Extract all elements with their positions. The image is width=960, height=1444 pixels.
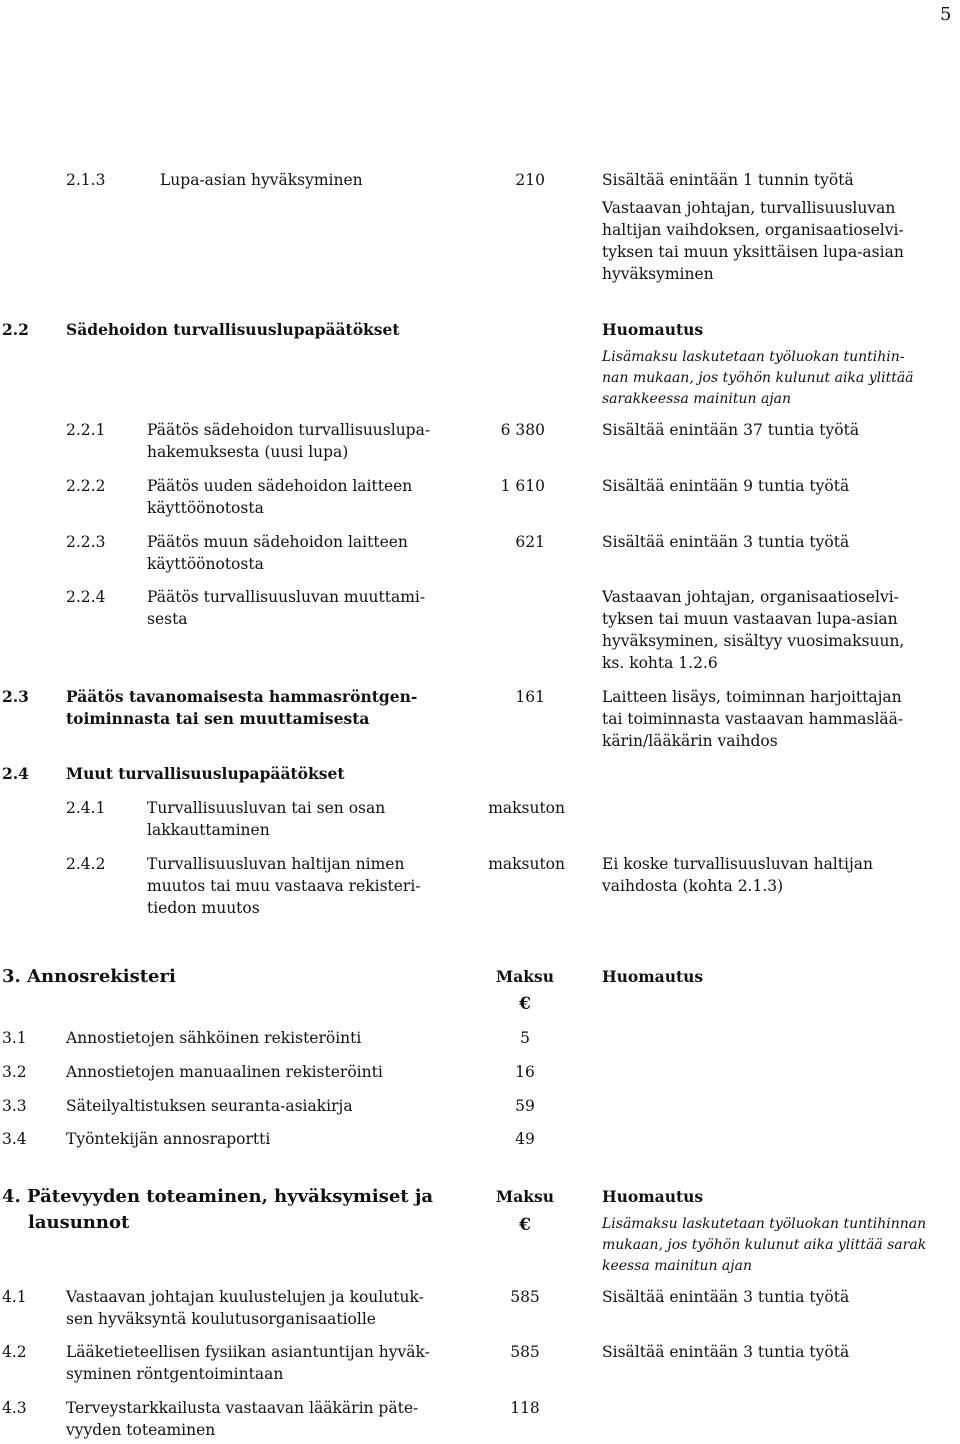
item-label: sesta [147, 610, 188, 628]
item-note: tyksen tai muun vastaavan lupa-asian [602, 610, 898, 628]
item-label: hakemuksesta (uusi lupa) [147, 443, 349, 461]
item-label: Päätös uuden sädehoidon laitteen [147, 477, 413, 495]
item-price: 118 [510, 1399, 540, 1417]
page-number: 5 [940, 4, 952, 25]
currency-symbol: € [519, 1215, 531, 1235]
item-number: 2.4.2 [66, 855, 106, 873]
item-label: Turvallisuusluvan haltijan nimen [147, 855, 405, 873]
remark-note: keessa mainitun ajan [602, 1258, 752, 1274]
item-note: Sisältää enintään 3 tuntia työtä [602, 1288, 850, 1306]
section-title: Muut turvallisuuslupapäätökset [66, 764, 345, 783]
item-number: 3.3 [2, 1097, 27, 1115]
item-number: 2.2.4 [66, 588, 106, 606]
item-note: Sisältää enintään 1 tunnin työtä [602, 171, 854, 189]
section-title: lausunnot [28, 1212, 130, 1233]
item-note: Sisältää enintään 9 tuntia työtä [602, 477, 850, 495]
item-number: 2.4.1 [66, 799, 106, 817]
item-label: käyttöönotosta [147, 499, 264, 517]
item-price: 210 [515, 171, 545, 189]
item-label: syminen röntgentoimintaan [66, 1365, 284, 1383]
currency-symbol: € [519, 994, 531, 1014]
item-price: 585 [510, 1288, 540, 1306]
item-label: Päätös sädehoidon turvallisuuslupa- [147, 421, 431, 439]
item-price: 5 [520, 1029, 530, 1047]
item-note: Sisältää enintään 37 tuntia työtä [602, 421, 860, 439]
remark-note: sarakkeessa mainitun ajan [602, 391, 792, 407]
section-title: Sädehoidon turvallisuuslupapäätökset [66, 320, 400, 339]
item-note: Sisältää enintään 3 tuntia työtä [602, 1343, 850, 1361]
item-price: 621 [515, 533, 545, 551]
item-note: Sisältää enintään 3 tuntia työtä [602, 533, 850, 551]
item-label: tiedon muutos [147, 899, 260, 917]
item-label: muutos tai muu vastaava rekisteri- [147, 877, 421, 895]
section-title: 3. Annosrekisteri [2, 966, 176, 987]
item-label: vyyden toteaminen [66, 1421, 216, 1439]
section-title: 4. Pätevyyden toteaminen, hyväksymiset ja [2, 1186, 434, 1207]
item-price: 16 [515, 1063, 535, 1081]
item-number: 2.2.3 [66, 533, 106, 551]
item-label: Annostietojen sähköinen rekisteröinti [66, 1029, 362, 1047]
item-label: sen hyväksyntä koulutusorganisaatiolle [66, 1310, 376, 1328]
remark-header: Huomautus [602, 320, 704, 339]
remark-header: Huomautus [602, 967, 704, 986]
item-note: haltijan vaihdoksen, organisaatioselvi- [602, 221, 904, 239]
item-label: Turvallisuusluvan tai sen osan [147, 799, 386, 817]
item-label: käyttöönotosta [147, 555, 264, 573]
section-title: Päätös tavanomaisesta hammasröntgen- [66, 687, 418, 706]
item-note: vaihdosta (kohta 2.1.3) [602, 877, 784, 895]
item-number: 4.3 [2, 1399, 27, 1417]
section-number: 2.4 [2, 764, 29, 783]
item-label: Päätös muun sädehoidon laitteen [147, 533, 408, 551]
item-label: Säteilyaltistuksen seuranta-asiakirja [66, 1097, 353, 1115]
item-number: 2.2.2 [66, 477, 106, 495]
fee-header: Maksu [496, 967, 554, 986]
item-number: 3.2 [2, 1063, 27, 1081]
item-note: ks. kohta 1.2.6 [602, 654, 718, 672]
item-number: 3.1 [2, 1029, 27, 1047]
item-label: Terveystarkkailusta vastaavan lääkärin päte- [66, 1399, 419, 1417]
remark-note: nan mukaan, jos työhön kulunut aika ylittää [602, 370, 914, 386]
item-number: 4.1 [2, 1288, 27, 1306]
item-note: Vastaavan johtajan, organisaatioselvi- [602, 588, 899, 606]
item-note: hyväksyminen [602, 265, 714, 283]
item-price: 161 [515, 688, 545, 706]
item-number: 2.1.3 [66, 171, 106, 189]
item-price: maksuton [488, 855, 565, 873]
item-label: Päätös turvallisuusluvan muuttami- [147, 588, 426, 606]
section-number: 2.3 [2, 687, 29, 706]
section-title: toiminnasta tai sen muuttamisesta [66, 709, 370, 728]
item-label: Lupa-asian hyväksyminen [160, 171, 363, 189]
fee-header: Maksu [496, 1187, 554, 1206]
item-label: Työntekijän annosraportti [66, 1130, 271, 1148]
item-price: 1 610 [500, 477, 545, 495]
item-number: 2.2.1 [66, 421, 106, 439]
item-label: Vastaavan johtajan kuulustelujen ja koulutuk- [66, 1288, 424, 1306]
item-note: tyksen tai muun yksittäisen lupa-asian [602, 243, 904, 261]
item-note: kärin/lääkärin vaihdos [602, 732, 778, 750]
remark-note: Lisämaksu laskutetaan työluokan tuntihin- [602, 349, 905, 365]
item-note: hyväksyminen, sisältyy vuosimaksuun, [602, 632, 905, 650]
remark-header: Huomautus [602, 1187, 704, 1206]
item-price: 585 [510, 1343, 540, 1361]
item-label: Lääketieteellisen fysiikan asiantuntijan hyväk- [66, 1343, 430, 1361]
item-note: Vastaavan johtajan, turvallisuusluvan [602, 199, 896, 217]
item-price: 49 [515, 1130, 535, 1148]
item-note: Laitteen lisäys, toiminnan harjoittajan [602, 688, 902, 706]
item-number: 4.2 [2, 1343, 27, 1361]
section-number: 2.2 [2, 320, 29, 339]
item-price: 59 [515, 1097, 535, 1115]
item-label: lakkauttaminen [147, 821, 270, 839]
item-note: tai toiminnasta vastaavan hammaslää- [602, 710, 904, 728]
item-price: maksuton [488, 799, 565, 817]
item-label: Annostietojen manuaalinen rekisteröinti [66, 1063, 383, 1081]
item-note: Ei koske turvallisuusluvan haltijan [602, 855, 873, 873]
remark-note: Lisämaksu laskutetaan työluokan tuntihinnan [602, 1216, 927, 1232]
remark-note: mukaan, jos työhön kulunut aika ylittää sarak [602, 1237, 927, 1253]
item-number: 3.4 [2, 1130, 27, 1148]
item-price: 6 380 [500, 421, 545, 439]
